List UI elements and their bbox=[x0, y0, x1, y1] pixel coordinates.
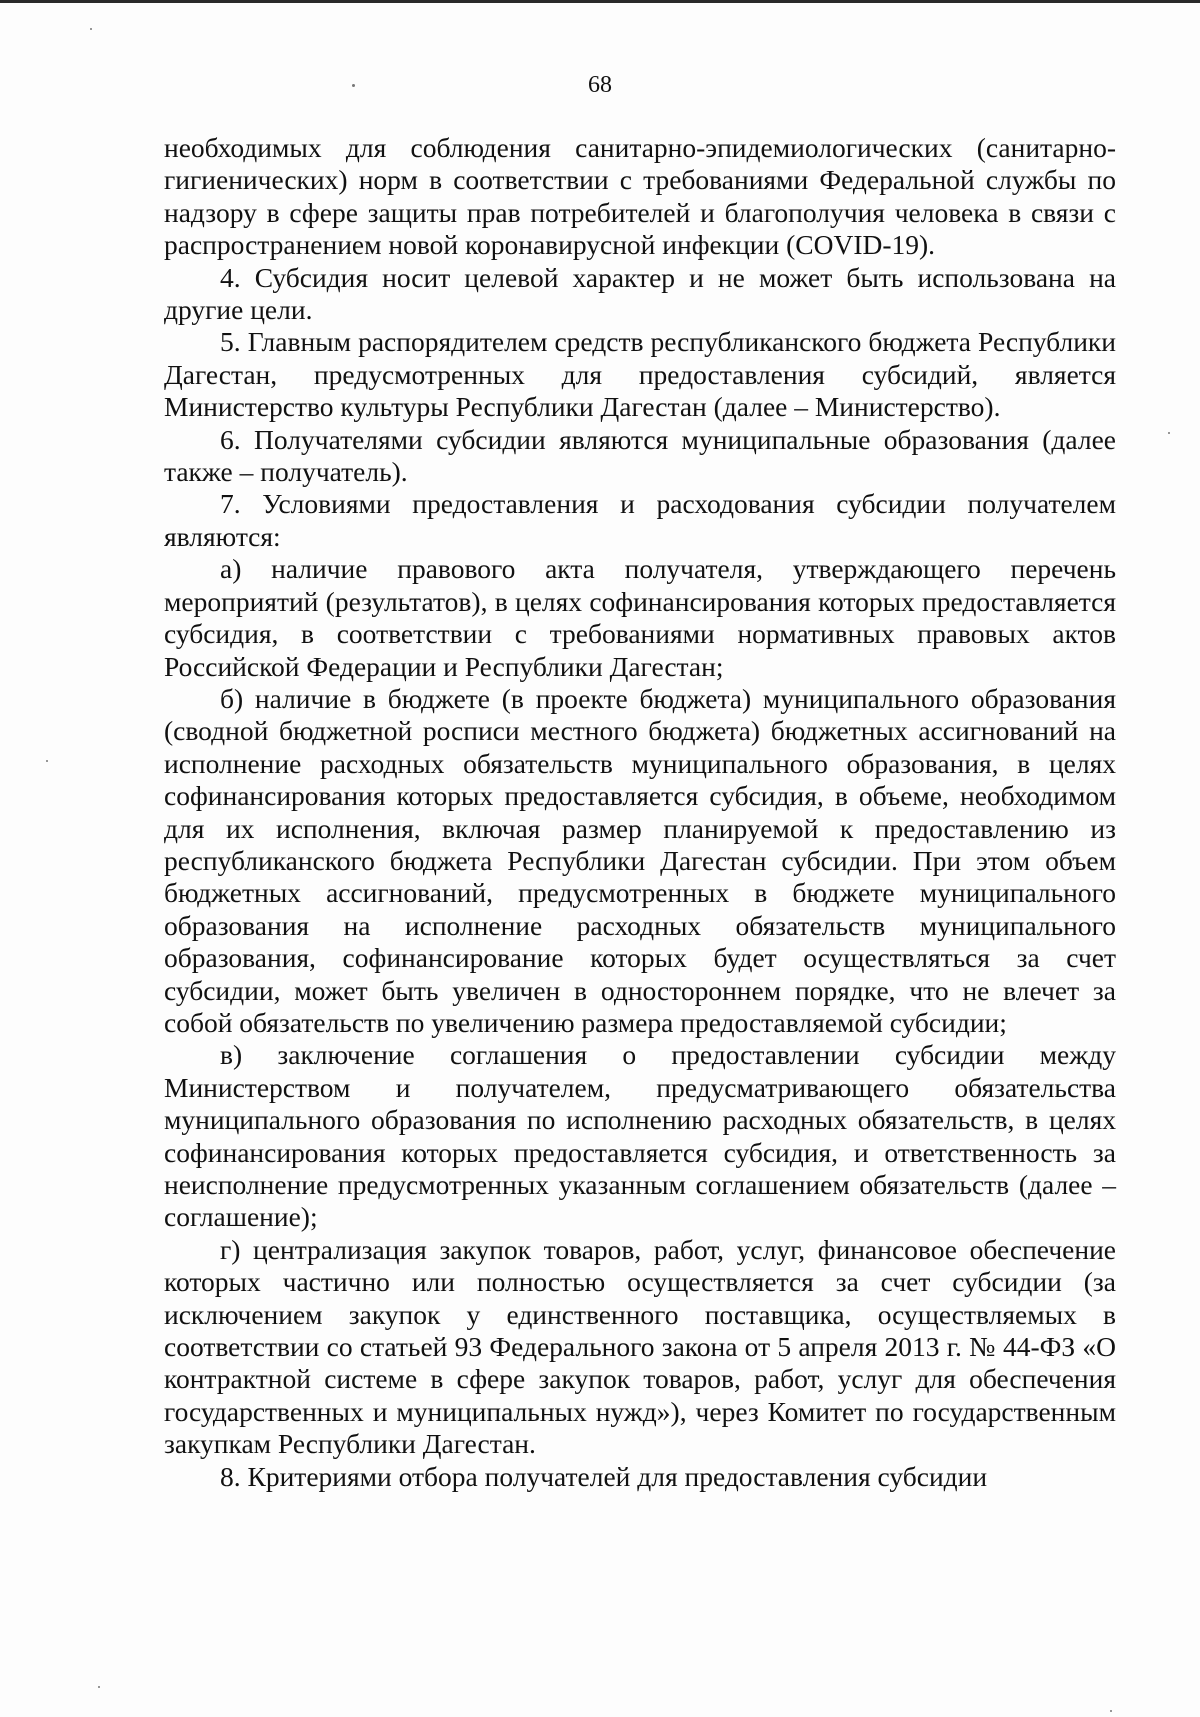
paragraph-item-7: 7. Условиями предоставления и расходования субсидии получателем являются: bbox=[164, 488, 1116, 552]
paragraph-subitem-v: в) заключение соглашения о предоставлении субсидии между Министерством и получателем, предусматривающего обязательства муниципального образования по исполнению расходных обязательств, в целях софинансирования которых предоставляется субсидия, и ответственность за неисполнение предусмотренных указанным соглашением обязательств (далее – соглашение); bbox=[164, 1039, 1116, 1233]
paragraph-continuation: необходимых для соблюдения санитарно-эпидемиологических (санитарно-гигиенических) норм в соответствии с требованиями Федеральной службы по надзору в сфере защиты прав потребителей и благополучия человека в связи с распространением новой коронавирусной инфекции (COVID-19). bbox=[164, 132, 1116, 261]
paragraph-item-8: 8. Критериями отбора получателей для предоставления субсидии bbox=[220, 1460, 988, 1492]
paragraph-subitem-a: а) наличие правового акта получателя, утверждающего перечень мероприятий (результатов), в целях софинансирования которых предоставляется субсидия, в соответствии с требованиями нормативных правовых актов Российской Федерации и Республики Дагестан; bbox=[164, 553, 1116, 682]
paragraph-item-4: 4. Субсидия носит целевой характер и не может быть использована на другие цели. bbox=[164, 261, 1116, 326]
paragraph-subitem-b: б) наличие в бюджете (в проекте бюджета) муниципального образования (сводной бюджетной росписи местного бюджета) бюджетных ассигнований на исполнение расходных обязательств муниципального образования, в целях софинансирования которых предоставляется субсидия, в объеме, необходимом для их исполнения, включая размер планируемой к предоставлению из республиканского бюджета Республики Дагестан субсидии. При этом объем бюджетных ассигнований, предусмотренных в бюджете муниципального образования на исполнение расходных обязательств муниципального образования, софинансирование которых будет осуществляться за счет субсидии, может быть увеличен в одностороннем порядке, что не влечет за собой обязательств по увеличению размера предоставляемой субсидии; bbox=[164, 682, 1116, 1038]
scan-top-edge bbox=[0, 0, 1200, 3]
paragraph-item-5: 5. Главным распорядителем средств республиканского бюджета Республики Дагестан, предусмотренных для предоставления субсидий, является Министерство культуры Республики Дагестан (далее – Министерство). bbox=[164, 326, 1116, 423]
paragraph-item-6: 6. Получателями субсидии являются муниципальные образования (далее также – получатель). bbox=[164, 423, 1116, 488]
paragraph-subitem-g: г) централизация закупок товаров, работ, услуг, финансовое обеспечение которых частично или полностью осуществляется за счет субсидии (за исключением закупок у единственного поставщика, осуществляемых в соответствии со статьей 93 Федерального закона от 5 апреля 2013 г. № 44-ФЗ «О контрактной системе в сфере закупок товаров, работ, услуг для обеспечения государственных и муниципальных нужд»), через Комитет по государственным закупкам Республики Дагестан. bbox=[164, 1233, 1116, 1460]
page-number: 68 bbox=[588, 72, 612, 98]
document-body bbox=[164, 132, 1116, 1493]
